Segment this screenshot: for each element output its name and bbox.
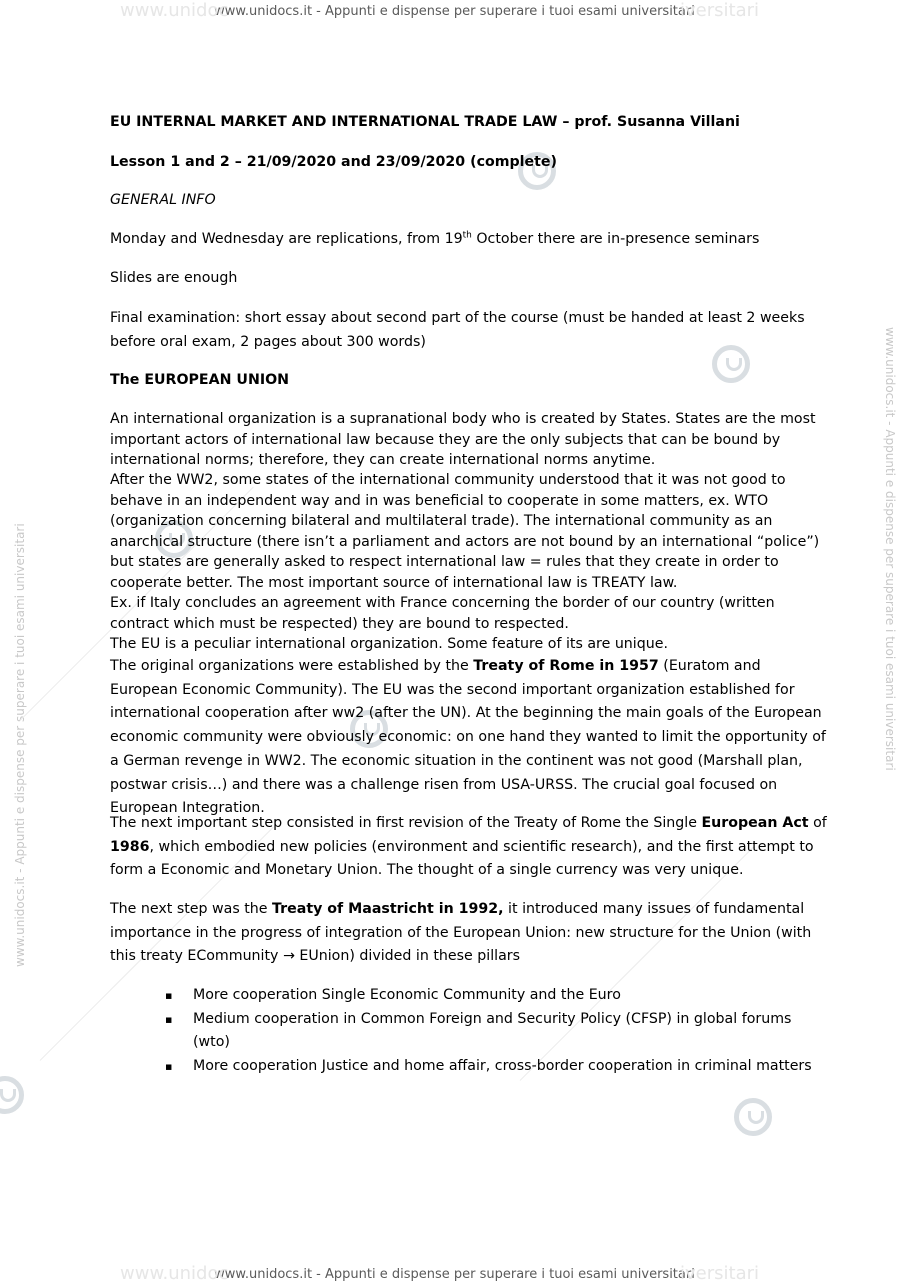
paragraph: An international organization is a supranational body who is created by States. States are the most important actors of international law because they are the only subjects that can be bound by international norms; therefore, they can create international norms anytime. xyxy=(110,411,816,468)
watermark-side-right: www.unidocs.it - Appunti e dispense per superare i tuoi esami universitari xyxy=(883,327,897,771)
lesson-heading: Lesson 1 and 2 – 21/09/2020 and 23/09/2020 (complete) xyxy=(110,154,558,170)
section-heading: The EUROPEAN UNION xyxy=(110,372,290,388)
list-item: ▪ More cooperation Single Economic Community and the Euro xyxy=(110,984,830,1008)
watermark-ghost-left: www.unidoc xyxy=(120,0,229,21)
paragraph: The original organizations were established by the Treaty of Rome in 1957 (Euratom and European Economic Community). The EU was the second important organization established for international cooperation after ww2 (after the UN). At the beginning the main goals of the European economic community were obviously economic: on one hand they wanted to limit the opportunity of a German revenge in WW2. The economic situation in the continent was not good (Marshall plan, postwar crisis…) and there was a challenge risen from USA-URSS. The crucial goal focused on European Integration. xyxy=(110,658,826,817)
paragraph: Ex. if Italy concludes an agreement with France concerning the border of our country (written contract which must be respected) they are bound to respected. xyxy=(110,595,775,632)
paragraph: After the WW2, some states of the international community understood that it was not good to behave in an independent way and in was beneficial to cooperate in some matters, ex. WTO (organization concerning bilateral and multilateral trade). The international community as an anarchical structure (there isn’t a parliament and actors are not bound by an international “police”) but states are generally asked to respect international law = rules that they create in order to cooperate better. The most important source of international law is TREATY law. xyxy=(110,472,820,591)
document-title: EU INTERNAL MARKET AND INTERNATIONAL TRADE LAW – prof. Susanna Villani xyxy=(110,114,740,130)
watermark-banner-top xyxy=(0,0,909,21)
watermark-banner-bottom xyxy=(0,1263,909,1284)
unidocs-logo-icon xyxy=(734,1098,772,1136)
pillars-list xyxy=(110,984,830,1078)
general-info-heading: GENERAL INFO xyxy=(110,192,216,208)
watermark-side-left: www.unidocs.it - Appunti e dispense per superare i tuoi esami universitari xyxy=(13,523,27,967)
watermark-ghost-right: iversitari xyxy=(680,0,759,21)
paragraph: The EU is a peculiar international organization. Some feature of its are unique. xyxy=(110,636,668,652)
paragraph: The next important step consisted in first revision of the Treaty of Rome the Single European Act of 1986, which embodied new policies (environment and scientific research), and the first attempt to form a Economic and Monetary Union. The thought of a single currency was very unique. xyxy=(110,815,827,878)
paragraph: The next step was the Treaty of Maastricht in 1992, it introduced many issues of fundamental importance in the progress of integration of the European Union: new structure for the Union (with this treaty ECommunity → EUnion) divided in these pillars xyxy=(110,901,812,964)
watermark-ghost-left: www.unidoc xyxy=(120,1263,229,1284)
list-item: ▪ More cooperation Justice and home affair, cross-border cooperation in criminal matters xyxy=(110,1055,830,1079)
list-item: ▪ Medium cooperation in Common Foreign and Security Policy (CFSP) in global forums (wto) xyxy=(110,1008,830,1055)
watermark-banner-text: www.unidocs.it - Appunti e dispense per superare i tuoi esami universitari xyxy=(214,1267,695,1282)
unidocs-logo-icon xyxy=(0,1076,24,1114)
info-exam: Final examination: short essay about second part of the course (must be handed at least 2 weeks before oral exam, 2 pages about 300 words) xyxy=(110,310,805,350)
watermark-ghost-right: iversitari xyxy=(680,1263,759,1284)
info-slides: Slides are enough xyxy=(110,270,238,286)
watermark-banner-text: www.unidocs.it - Appunti e dispense per superare i tuoi esami universitari xyxy=(214,4,695,19)
info-schedule: Monday and Wednesday are replications, from 19th October there are in-presence seminars xyxy=(110,230,760,247)
